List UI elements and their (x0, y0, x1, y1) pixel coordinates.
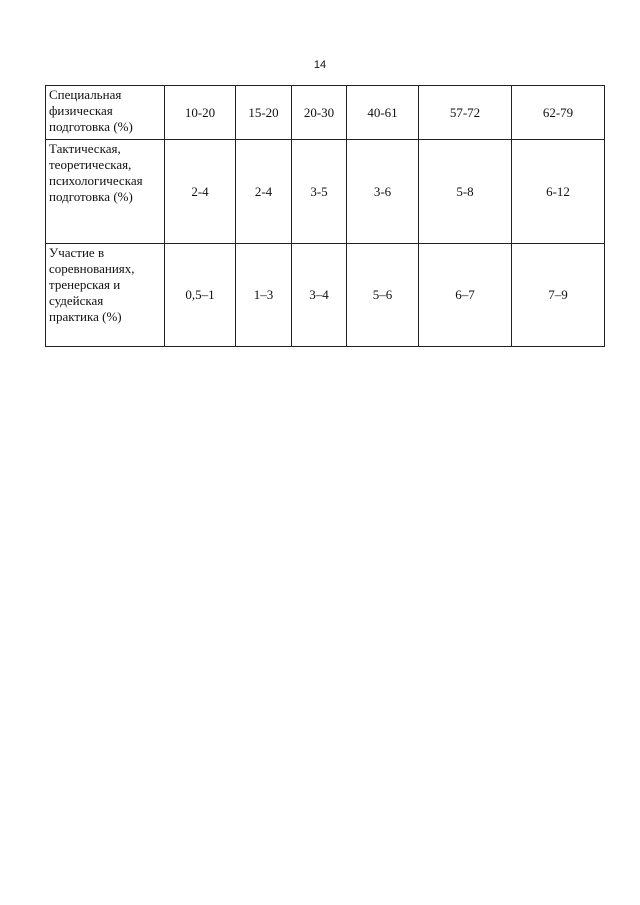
table-cell: 3-6 (347, 140, 419, 244)
table-cell: 15-20 (236, 86, 292, 140)
table-cell: 20-30 (292, 86, 347, 140)
row-label-tactical-theoretical: Тактическая, теоретическая, психологическая подготовка (%) (46, 140, 165, 244)
table-cell: 5–6 (347, 244, 419, 347)
table-cell: 6-12 (512, 140, 605, 244)
table-cell: 2-4 (165, 140, 236, 244)
table-row (46, 140, 605, 244)
row-label-competitions-practice: Участие в соревнованиях, тренерская и судейская практика (%) (46, 244, 165, 347)
table-cell: 5-8 (419, 140, 512, 244)
table-cell: 3–4 (292, 244, 347, 347)
table-cell: 7–9 (512, 244, 605, 347)
row-label-special-physical: Специальная физическая подготовка (%) (46, 86, 165, 140)
page-number: 14 (313, 59, 327, 71)
table-cell: 6–7 (419, 244, 512, 347)
table-row (46, 244, 605, 347)
table-cell: 57-72 (419, 86, 512, 140)
table-cell: 0,5–1 (165, 244, 236, 347)
table-cell: 40-61 (347, 86, 419, 140)
table-row (46, 86, 605, 140)
table-cell: 62-79 (512, 86, 605, 140)
table-cell: 10-20 (165, 86, 236, 140)
training-distribution-table (45, 85, 605, 347)
table-cell: 1–3 (236, 244, 292, 347)
table-cell: 2-4 (236, 140, 292, 244)
table-cell: 3-5 (292, 140, 347, 244)
